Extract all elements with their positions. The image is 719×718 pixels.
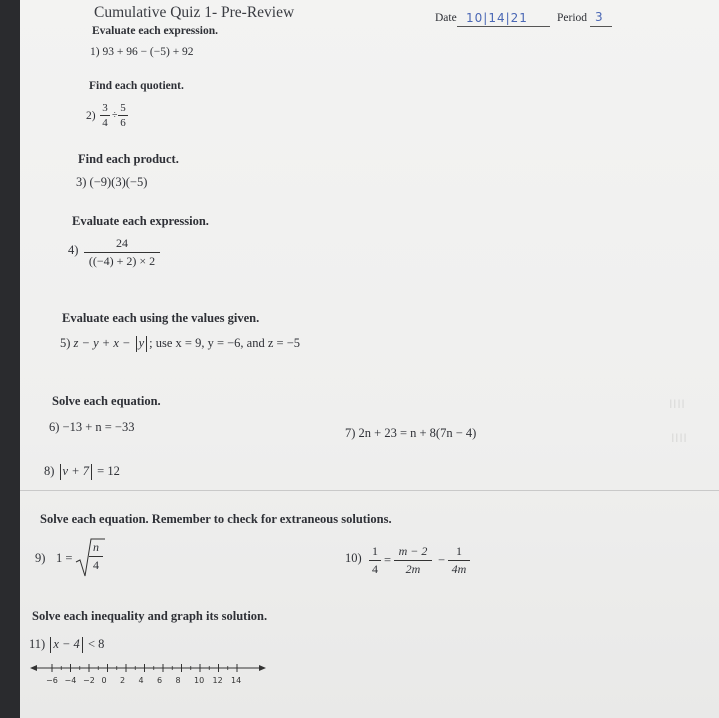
- problem-11-rhs: < 8: [87, 637, 105, 651]
- date-label: Date: [435, 12, 457, 24]
- denominator: 6: [120, 117, 126, 129]
- problem-4-number: 4): [68, 243, 79, 257]
- fraction: [369, 544, 381, 577]
- numerator: 3: [102, 102, 108, 114]
- number-line-label: 6: [157, 676, 163, 685]
- section-heading: Solve each equation. Remember to check for extraneous solutions.: [40, 512, 392, 526]
- abs-bar: [82, 637, 83, 653]
- problem-3: 3) (−9)(3)(−5): [76, 175, 148, 189]
- problem-9-number: 9): [35, 551, 46, 565]
- section-heading: Evaluate each using the values given.: [62, 311, 260, 325]
- number-line-label: 14: [231, 676, 242, 685]
- section-heading: Find each product.: [78, 152, 179, 166]
- margin-mark: | | | |: [670, 398, 684, 408]
- fraction: [84, 236, 160, 269]
- problem-11-number: 11): [29, 637, 46, 651]
- abs-bar: [60, 464, 61, 480]
- numerator: n: [93, 540, 99, 554]
- problem-6: 6) −13 + n = −33: [49, 420, 135, 434]
- number-line-label: 10: [194, 676, 205, 685]
- right-arrow-icon: [259, 665, 266, 671]
- number-line-label: −6: [46, 676, 58, 685]
- problem-1: 1) 93 + 96 − (−5) + 92: [90, 46, 194, 58]
- number-line-label: 0: [101, 676, 107, 685]
- divide-sign: ÷: [112, 110, 118, 121]
- number-line-label: 8: [175, 676, 181, 685]
- numerator: 24: [116, 236, 128, 250]
- numerator: 1: [456, 544, 462, 558]
- date-value: 10|14|21: [466, 11, 528, 25]
- abs-content: v + 7: [62, 464, 90, 478]
- problem-5: [60, 336, 300, 352]
- problem-8-rhs: = 12: [97, 464, 120, 478]
- denominator: 4: [102, 117, 108, 129]
- fraction: [118, 102, 128, 129]
- number-line-label: 12: [212, 676, 223, 685]
- section-heading: Solve each equation.: [52, 394, 161, 408]
- minus-sign: −: [438, 553, 446, 567]
- section-heading: Evaluate each expression.: [92, 25, 218, 37]
- numerator: m − 2: [398, 544, 428, 558]
- number-line-label: −4: [64, 676, 77, 685]
- abs-bar: [50, 637, 51, 653]
- denominator: 2m: [405, 562, 421, 576]
- abs-bar: [91, 464, 92, 480]
- problem-9-lhs: 1 =: [56, 551, 73, 565]
- problem-7: 7) 2n + 23 = n + 8(7n − 4): [345, 426, 477, 440]
- section-heading: Evaluate each expression.: [72, 214, 209, 228]
- fraction: [394, 544, 432, 577]
- date-line: [457, 26, 550, 27]
- fraction: [100, 102, 110, 129]
- problem-5-expression: z − y + x −: [73, 336, 131, 350]
- period-label: Period: [557, 12, 588, 24]
- number-line-label: 2: [120, 676, 126, 685]
- number-line-label: −2: [83, 676, 95, 685]
- abs-bar: [136, 336, 137, 352]
- period-value: 3: [595, 10, 604, 24]
- problem-8: [44, 464, 120, 480]
- denominator: 4: [93, 558, 99, 572]
- fraction: [448, 544, 470, 577]
- abs-content: x − 4: [53, 637, 80, 651]
- margin-mark: | | | |: [672, 432, 686, 442]
- problem-11: [29, 637, 104, 653]
- paper-crease: [20, 490, 719, 491]
- denominator: 4: [372, 562, 378, 576]
- number-line-label: 4: [138, 676, 144, 685]
- numerator: 5: [120, 102, 126, 114]
- problem-10-number: 10): [345, 551, 362, 565]
- period-line: [590, 26, 612, 27]
- fraction: [89, 540, 103, 573]
- section-heading: Solve each inequality and graph its solution.: [32, 609, 268, 623]
- page-title: Cumulative Quiz 1- Pre-Review: [94, 4, 295, 21]
- problem-5-values: ; use x = 9, y = −6, and z = −5: [149, 336, 300, 350]
- denominator: 4m: [451, 562, 467, 576]
- section-heading: Find each quotient.: [89, 80, 184, 92]
- abs-bar: [146, 336, 147, 352]
- denominator: ((−4) + 2) × 2: [88, 254, 156, 268]
- problem-8-number: 8): [44, 464, 55, 478]
- worksheet-page: [20, 0, 719, 718]
- abs-content: y: [138, 336, 145, 350]
- problem-2-number: 2): [86, 110, 96, 122]
- problem-5-number: 5): [60, 336, 71, 350]
- numerator: 1: [372, 544, 378, 558]
- equals-sign: =: [384, 553, 392, 567]
- left-arrow-icon: [30, 665, 37, 671]
